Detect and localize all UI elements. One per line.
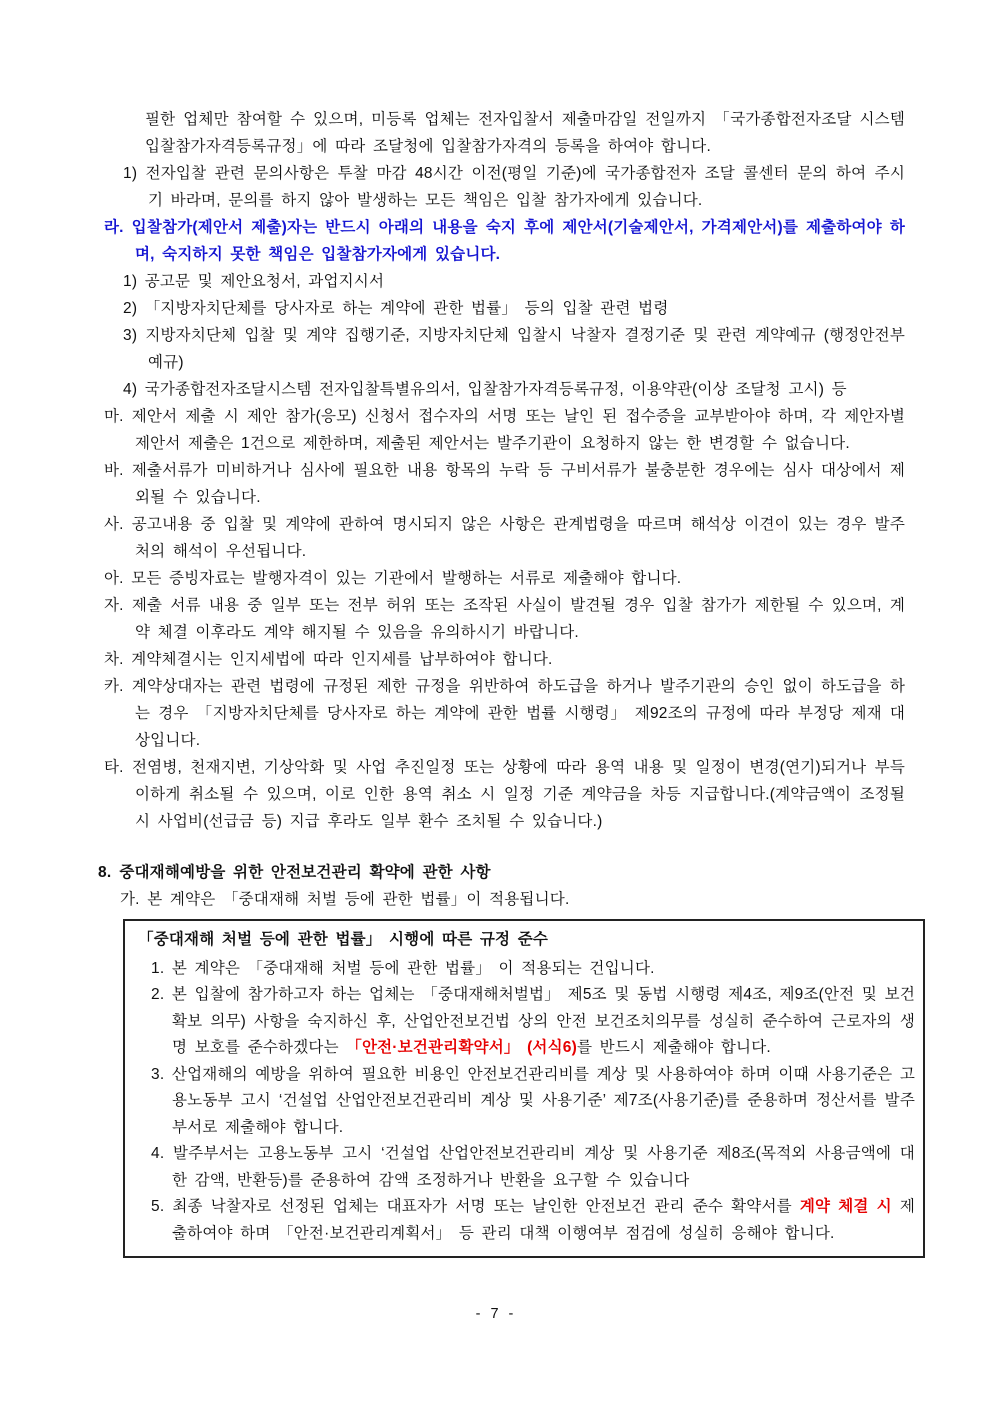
item-marker: 3. bbox=[151, 1065, 165, 1083]
item-marker: 차. bbox=[104, 651, 124, 668]
text-segment: 지방자치단체 입찰 및 계약 집행기준, 지방자치단체 입찰시 낙찰자 결정기준 및 관련 계약예규 (행정안전부 예규) bbox=[145, 327, 905, 371]
item-marker: 사. bbox=[104, 516, 124, 533]
item-marker: 3) bbox=[123, 327, 138, 344]
intro-marker: 가. bbox=[120, 891, 140, 908]
list-item bbox=[104, 457, 905, 511]
list-item bbox=[123, 160, 905, 214]
text-segment: 전자입찰 관련 문의사항은 투찰 마감 48시간 이전(평일 기준)에 국가종합전자 조달 콜센터 문의 하여 주시기 바라며, 문의를 하지 않아 발생하는 모든 책임은 입찰 참가자에게 있습니다. bbox=[145, 165, 905, 209]
item-marker: 5. bbox=[151, 1198, 165, 1215]
page-number: - 7 - bbox=[475, 1306, 517, 1322]
intro-text: 본 계약은 「중대재해 처벌 등에 관한 법률」이 적용됩니다. bbox=[147, 891, 570, 908]
text-segment: 공고문 및 제안요청서, 과업지시서 bbox=[144, 273, 385, 290]
item-marker: 아. bbox=[104, 570, 124, 587]
list-item bbox=[104, 511, 905, 565]
compliance-box-title: 「중대재해 처벌 등에 관한 법률」 시행에 따른 규정 준수 bbox=[138, 931, 549, 948]
section-8-number: 8. bbox=[98, 864, 112, 881]
text-segment: 공고내용 중 입찰 및 계약에 관하여 명시되지 않은 사항은 관계법령을 따르며 해석상 이견이 있는 경우 발주처의 해석이 우선됩니다. bbox=[131, 516, 905, 560]
item-marker: 바. bbox=[104, 462, 124, 479]
text-segment: 계약체결시는 인지세법에 따라 인지세를 납부하여야 합니다. bbox=[131, 651, 553, 668]
list-item bbox=[145, 106, 905, 160]
text-segment: 전염병, 천재지변, 기상악화 및 사업 추진일정 또는 상황에 따라 용역 내용 및 일정이 변경(연기)되거나 부득이하게 취소될 수 있으며, 이로 인한 용역 취소 시 일정 기준 계약금을 차등 지급합니다.(계약금액이 조정될 시 사업비(선급금 등) 지급 후라도 일부 환수 조치될 수 있습니다.) bbox=[131, 759, 905, 830]
list-item bbox=[151, 1194, 915, 1247]
text-segment: 제출서류가 미비하거나 심사에 필요한 내용 항목의 누락 등 구비서류가 불충분한 경우에는 심사 대상에서 제외될 수 있습니다. bbox=[131, 462, 905, 506]
text-segment: 제안서 제출 시 제안 참가(응모) 신청서 접수자의 서명 또는 날인 된 접수증을 교부받아야 하며, 각 제안자별 제안서 제출은 1건으로 제한하며, 제출된 제안서는 발주기관이 요청하지 않는 한 변경할 수 없습니다. bbox=[131, 408, 905, 452]
item-marker: 1) bbox=[123, 165, 138, 182]
list-item bbox=[104, 403, 905, 457]
text-segment: 입찰참가(제안서 제출)자는 반드시 아래의 내용을 숙지 후에 제안서(기술제안서, 가격제안서)를 제출하여야 하며, 숙지하지 못한 책임은 입찰참가자에게 있습니다. bbox=[131, 219, 905, 263]
item-marker: 1. bbox=[151, 959, 165, 977]
list-item bbox=[123, 295, 905, 322]
text-segment: 계약 체결 시 bbox=[799, 1198, 892, 1215]
list-item bbox=[123, 322, 905, 376]
list-item bbox=[151, 956, 915, 983]
text-segment: 「지방자치단체를 당사자로 하는 계약에 관한 법률」 등의 입찰 관련 법령 bbox=[144, 300, 669, 317]
list-item bbox=[104, 673, 905, 754]
list-item bbox=[151, 1062, 915, 1142]
list-item bbox=[104, 646, 905, 673]
list-item bbox=[123, 376, 905, 403]
section-8-heading bbox=[98, 859, 905, 886]
text-segment: 발주부서는 고용노동부 고시 ‘건설업 산업안전보건관리비 계상 및 사용기준 제8조(목적외 사용금액에 대한 감액, 반환등)를 준용하여 감액 조정하거나 반환을 요구할 수 있습니다 bbox=[172, 1145, 915, 1189]
list-item bbox=[104, 754, 905, 835]
serious-accidents-act-compliance-box bbox=[123, 919, 925, 1258]
text-segment: 제출하여야 하며 「안전·보건관리계획서」 등 관리 대책 이행여부 점검에 성실히 응해야 합니다. bbox=[172, 1198, 915, 1242]
item-marker: 카. bbox=[104, 678, 124, 695]
text-segment: 본 계약은 「중대재해 처벌 등에 관한 법률」 이 적용되는 건입니다. bbox=[171, 959, 655, 977]
text-segment: 산업재해의 예방을 위하여 필요한 비용인 안전보건관리비를 계상 및 사용하여야 하며 이때 사용기준은 고용노동부 고시 ‘건설업 산업안전보건관리비 계상 및 사용기준’ 제7조(사용기준)를 준용하며 정산서를 발주부서로 제출해야 합니다. bbox=[171, 1065, 915, 1136]
text-segment: 본 입찰에 참가하고자 하는 업체는 「중대재해처벌법」 제5조 및 동법 시행령 제4조, 제9조(안전 및 보건 확보 의무) 사항을 숙지하신 후, 산업안전보건법 상의 안전 보건조치의무를 성실히 준수하여 근로자의 생명 보호를 준수하겠다는 bbox=[171, 986, 916, 1056]
item-marker: 4) bbox=[123, 381, 138, 398]
list-item bbox=[151, 1141, 915, 1194]
list-item bbox=[104, 214, 905, 268]
list-item bbox=[151, 982, 915, 1062]
text-segment: 최종 낙찰자로 선정된 업체는 대표자가 서명 또는 날인한 안전보건 관리 준수 확약서를 bbox=[172, 1198, 800, 1215]
item-marker: 4. bbox=[151, 1145, 165, 1162]
list-item bbox=[123, 268, 905, 295]
item-marker: 자. bbox=[104, 597, 124, 614]
compliance-box-item-list bbox=[138, 956, 915, 1248]
bid-notice-clause-list bbox=[95, 106, 905, 835]
item-marker: 마. bbox=[104, 408, 124, 425]
list-item bbox=[104, 565, 905, 592]
page-content bbox=[95, 106, 925, 1258]
text-segment: 필한 업체만 참여할 수 있으며, 미등록 업체는 전자입찰서 제출마감일 전일까지 「국가종합전자조달 시스템 입찰참가자격등록규정」에 따라 조달청에 입찰참가자격의 등록을 하여야 합니다. bbox=[145, 111, 905, 155]
item-marker: 타. bbox=[104, 759, 124, 776]
text-segment: 「안전·보건관리확약서」 (서식6) bbox=[346, 1039, 577, 1056]
text-segment: 를 반드시 제출해야 합니다. bbox=[576, 1039, 771, 1056]
text-segment: 모든 증빙자료는 발행자격이 있는 기관에서 발행하는 서류로 제출해야 합니다. bbox=[131, 570, 682, 587]
list-item bbox=[104, 592, 905, 646]
item-marker: 라. bbox=[104, 219, 124, 236]
text-segment: 국가종합전자조달시스템 전자입찰특별유의서, 입찰참가자격등록규정, 이용약관(이상 조달청 고시) 등 bbox=[144, 381, 847, 398]
text-segment: 제출 서류 내용 중 일부 또는 전부 허위 또는 조작된 사실이 발견될 경우 입찰 참가가 제한될 수 있으며, 계약 체결 이후라도 계약 해지될 수 있음을 유의하시기 바랍니다. bbox=[131, 597, 906, 641]
item-marker: 1) bbox=[123, 273, 138, 290]
section-8-intro bbox=[120, 886, 905, 913]
item-marker: 2. bbox=[151, 986, 165, 1003]
section-8-title: 중대재해예방을 위한 안전보건관리 확약에 관한 사항 bbox=[119, 864, 491, 881]
text-segment: 계약상대자는 관련 법령에 규정된 제한 규정을 위반하여 하도급을 하거나 발주기관의 승인 없이 하도급을 하는 경우 「지방자치단체를 당사자로 하는 계약에 관한 법률 시행령」 제92조의 규정에 따라 부정당 제재 대상입니다. bbox=[131, 678, 905, 749]
item-marker: 2) bbox=[123, 300, 138, 317]
